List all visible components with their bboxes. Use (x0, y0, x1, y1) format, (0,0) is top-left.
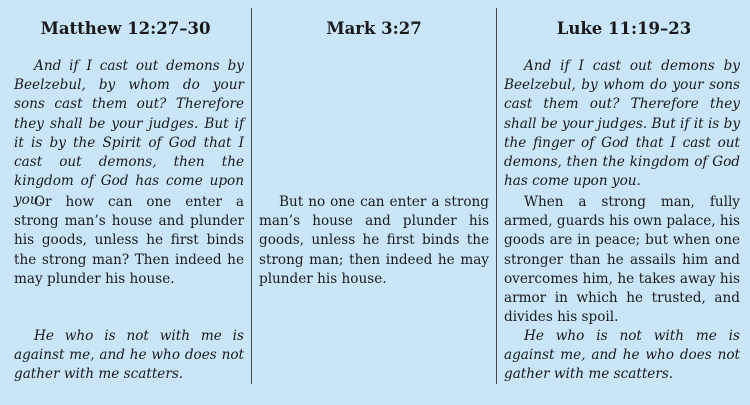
column-mark (252, 0, 496, 405)
passage-matthew-demons: And if I cast out demons by Beelzebul, by whom do your sons cast them out? Therefore they shall be your judges. But if it is by the Spirit of God that I cast out demons, then the kingdom of God has come upon you. (14, 58, 244, 209)
passage-matthew-against-me: He who is not with me is against me, and he who does not gather with me scatters. (14, 328, 244, 383)
column-title-luke: Luke 11:19–23 (556, 19, 692, 38)
column-title-matthew: Matthew 12:27–30 (40, 19, 211, 38)
column-matthew (0, 0, 251, 405)
passage-matthew-strong-man: Or how can one enter a strong man’s house and plunder his goods, unless he first binds the strong man? Then indeed he may plunder his house. (14, 194, 244, 287)
passage-luke-strong-man: When a strong man, fully armed, guards his own palace, his goods are in peace; but when one stronger than he assails him and overcomes him, he takes away his armor in which he trusted, and divides his spoil. (504, 194, 740, 326)
column-title-mark: Mark 3:27 (326, 19, 422, 38)
passage-luke-demons: And if I cast out demons by Beelzebul, by whom do your sons cast them out? Therefore they shall be your judges. But if it is by the finger of God that I cast out demons, then the kingdom of God has come upon you. (504, 58, 740, 190)
column-luke (497, 0, 750, 405)
passage-mark-strong-man: But no one can enter a strong man’s house and plunder his goods, unless he first binds the strong man; then indeed he may plunder his house. (259, 194, 489, 287)
passage-luke-against-me: He who is not with me is against me, and he who does not gather with me scatters. (504, 328, 740, 383)
